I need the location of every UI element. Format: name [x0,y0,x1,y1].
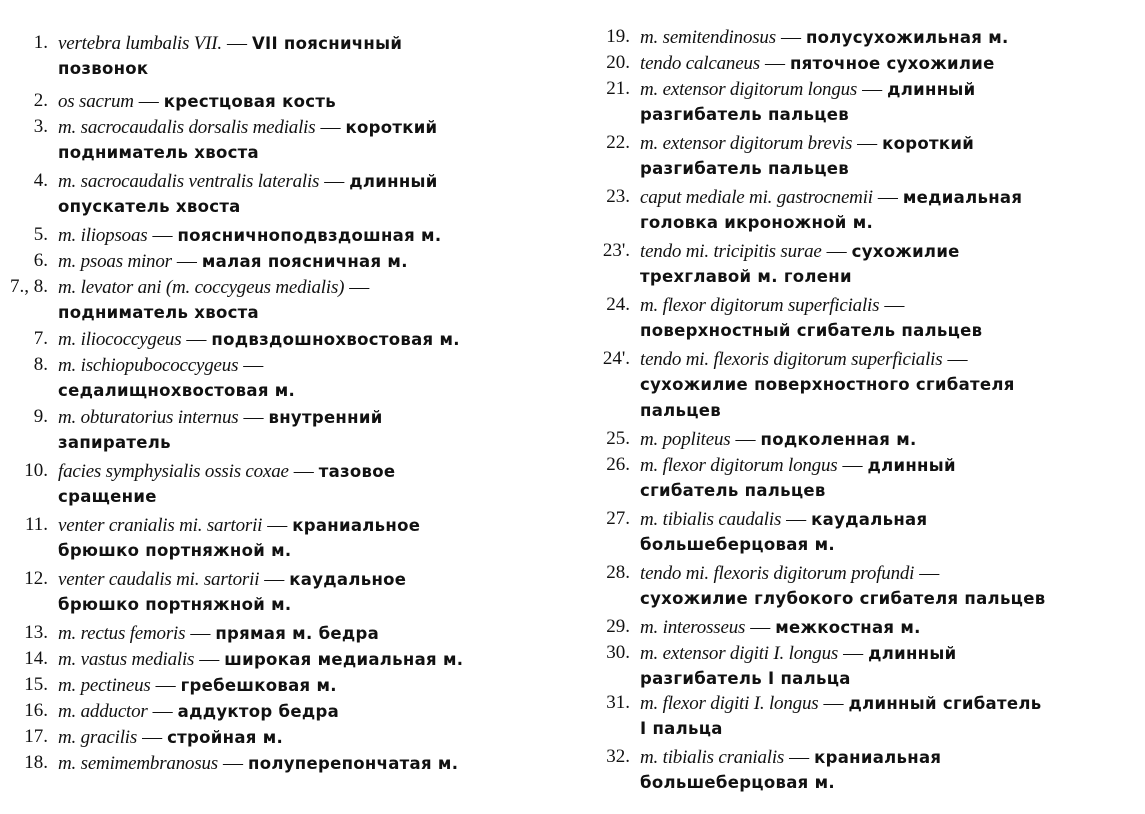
latin-term: m. tibialis cranialis [640,747,785,768]
latin-term: m. ischiopubococcygeus [58,355,239,376]
entry-line [640,744,941,771]
entry-number: 7. [33,328,48,349]
dash-separator: — [786,508,807,530]
russian-term: стройная м. [167,728,284,747]
russian-term-continued: брюшко портняжной м. [58,595,292,614]
dash-separator: — [750,616,771,638]
entry-number: 26. [606,454,630,475]
entry-number: 1. [33,32,48,53]
russian-term: длинный сгибатель [848,694,1042,713]
entry-line [58,222,441,249]
entry-line [58,672,337,699]
dash-separator: — [152,224,173,246]
entry-number: 8. [33,354,48,375]
entry-line [58,326,460,353]
entry-line [58,88,336,115]
latin-term: m. gracilis [58,727,138,748]
entry-line [640,50,995,77]
entry-line [640,640,956,667]
russian-term: VII поясничный [251,34,403,53]
russian-term: широкая медиальная м. [224,650,464,669]
russian-term: малая поясничная м. [201,252,408,271]
entry-line [58,168,438,195]
dash-separator: — [223,752,244,774]
latin-term: m. sacrocaudalis dorsalis medialis [58,117,316,138]
russian-term: крестцовая кость [163,92,336,111]
entry-line [640,452,956,479]
latin-term: m. pectineus [58,675,151,696]
russian-term: краниальное [292,516,421,535]
entry-number: 24. [606,294,630,315]
entry-number: 32. [606,746,630,767]
entry-number: 3. [33,116,48,137]
dash-separator: — [789,746,810,768]
latin-term: venter cranialis mi. sartorii [58,515,263,536]
russian-term: поясничноподвздошная м. [177,226,442,245]
entry-number: 2. [33,90,48,111]
russian-term: длинный [868,644,957,663]
entry-number: 27. [606,508,630,529]
russian-term-continued: седалищнохвостовая м. [58,381,296,400]
latin-term: m. flexor digiti I. longus [640,693,819,714]
entry-line [640,238,960,265]
russian-term: каудальная [811,510,928,529]
latin-term: m. iliococcygeus [58,329,182,350]
russian-term: подколенная м. [760,430,917,449]
entry-number: 13. [24,622,48,643]
russian-term: полуперепончатая м. [248,754,459,773]
entry-number: 25. [606,428,630,449]
russian-term-continued: подниматель хвоста [58,303,259,322]
entry-line [58,512,420,539]
entry-number: 24'. [602,348,630,369]
dash-separator: — [243,354,264,376]
russian-term: короткий [882,134,975,153]
russian-term: гребешковая м. [180,676,337,695]
entry-line [640,346,967,373]
entry-number: 22. [606,132,630,153]
entry-line [58,646,463,673]
russian-term-continued: сухожилие поверхностного сгибателя [640,375,1015,394]
entry-line [58,114,437,141]
latin-term: m. semitendinosus [640,27,776,48]
dash-separator: — [947,348,968,370]
dash-separator: — [862,78,883,100]
dash-separator: — [764,52,785,74]
russian-term-continued: опускатель хвоста [58,197,241,216]
entry-number: 11. [24,514,48,535]
dash-separator: — [857,132,878,154]
russian-term-continued: поверхностный сгибатель пальцев [640,321,983,340]
dash-separator: — [842,454,863,476]
latin-term: m. adductor [58,701,148,722]
entry-number: 31. [606,692,630,713]
dash-separator: — [826,240,847,262]
entry-line [640,292,904,319]
dash-separator: — [190,622,211,644]
latin-term: tendo mi. tricipitis surae [640,241,822,262]
entry-line [640,506,927,533]
latin-term: m. extensor digitorum brevis [640,133,853,154]
russian-term: межкостная м. [775,618,921,637]
entry-number: 15. [24,674,48,695]
russian-term: длинный [349,172,438,191]
dash-separator: — [226,32,247,54]
latin-term: m. popliteus [640,429,731,450]
dash-separator: — [142,726,163,748]
latin-term: m. extensor digiti I. longus [640,643,839,664]
entry-line [58,352,263,379]
dash-separator: — [267,514,288,536]
russian-term-continued: брюшко портняжной м. [58,541,292,560]
latin-term: m. vastus medialis [58,649,195,670]
entry-number: 19. [606,26,630,47]
dash-separator: — [823,692,844,714]
russian-term: прямая м. бедра [215,624,380,643]
entry-line [58,248,408,275]
entry-line [58,620,379,647]
russian-term: длинный [867,456,956,475]
dash-separator: — [919,562,940,584]
entry-number: 16. [24,700,48,721]
russian-term-continued: пальцев [640,401,722,420]
latin-term: os sacrum [58,91,134,112]
dash-separator: — [320,116,341,138]
russian-term: сухожилие [851,242,960,261]
dash-separator: — [843,642,864,664]
russian-term: полусухожильная м. [805,28,1009,47]
russian-term: медиальная [902,188,1023,207]
latin-term: m. levator ani (m. coccygeus medialis) [58,277,345,298]
russian-term: подвздошнохвостовая м. [211,330,460,349]
latin-term: m. extensor digitorum longus [640,79,858,100]
entry-number: 30. [606,642,630,663]
entry-line [58,750,458,777]
dash-separator: — [324,170,345,192]
dash-separator: — [293,460,314,482]
entry-line [58,404,383,431]
entry-number: 17. [24,726,48,747]
entry-number: 28. [606,562,630,583]
dash-separator: — [735,428,756,450]
entry-line [58,724,283,751]
russian-term: длинный [887,80,976,99]
entry-line [640,130,974,157]
russian-term-continued: позвонок [58,59,149,78]
russian-term-continued: сгибатель пальцев [640,481,826,500]
russian-term-continued: головка икроножной м. [640,213,874,232]
russian-term-continued: трехглавой м. голени [640,267,852,286]
russian-term-continued: большеберцовая м. [640,535,835,554]
dash-separator: — [264,568,285,590]
entry-line [640,76,975,103]
entry-line [58,698,339,725]
entry-line [640,614,921,641]
entry-line [58,274,369,301]
dash-separator: — [138,90,159,112]
latin-term: m. flexor digitorum superficialis [640,295,880,316]
entry-number: 9. [33,406,48,427]
entry-line [58,30,402,57]
dash-separator: — [155,674,176,696]
entry-number: 23'. [602,240,630,261]
latin-term: tendo mi. flexoris digitorum superficialis [640,349,943,370]
russian-term-continued: разгибатель пальцев [640,105,850,124]
dash-separator: — [780,26,801,48]
dash-separator: — [349,276,370,298]
russian-term-continued: запиратель [58,433,171,452]
entry-number: 20. [606,52,630,73]
dash-separator: — [176,250,197,272]
russian-term-continued: сращение [58,487,157,506]
entry-line [640,24,1009,51]
latin-term: venter caudalis mi. sartorii [58,569,260,590]
latin-term: m. rectus femoris [58,623,186,644]
dash-separator: — [186,328,207,350]
entry-number: 14. [24,648,48,669]
latin-term: m. flexor digitorum longus [640,455,838,476]
entry-number: 6. [33,250,48,271]
entry-number: 7., 8. [10,276,48,297]
latin-term: m. sacrocaudalis ventralis lateralis [58,171,320,192]
russian-term-continued: подниматель хвоста [58,143,259,162]
latin-term: m. tibialis caudalis [640,509,782,530]
entry-line [640,690,1041,717]
dash-separator: — [877,186,898,208]
entry-line [640,184,1022,211]
latin-term: m. semimembranosus [58,753,219,774]
russian-term-continued: I пальца [640,719,723,738]
latin-term: tendo calcaneus [640,53,760,74]
russian-term-continued: разгибатель I пальца [640,669,851,688]
latin-term: vertebra lumbalis VII. [58,33,222,54]
russian-term-continued: большеберцовая м. [640,773,835,792]
dash-separator: — [152,700,173,722]
russian-term: пяточное сухожилие [789,54,995,73]
latin-term: caput mediale mi. gastrocnemii [640,187,873,208]
entry-line [58,458,395,485]
entry-number: 5. [33,224,48,245]
russian-term: тазовое [318,462,396,481]
entry-number: 29. [606,616,630,637]
latin-term: m. iliopsoas [58,225,148,246]
entry-number: 10. [24,460,48,481]
entry-number: 4. [33,170,48,191]
entry-number: 21. [606,78,630,99]
dash-separator: — [884,294,905,316]
latin-term: m. psoas minor [58,251,172,272]
latin-term: facies symphysialis ossis coxae [58,461,289,482]
entry-line [58,566,406,593]
entry-line [640,426,917,453]
dash-separator: — [243,406,264,428]
russian-term: короткий [345,118,438,137]
entry-line [640,560,939,587]
latin-term: tendo mi. flexoris digitorum profundi [640,563,915,584]
russian-term: внутренний [268,408,383,427]
russian-term: краниальная [814,748,942,767]
latin-term: m. obturatorius internus [58,407,239,428]
russian-term-continued: разгибатель пальцев [640,159,850,178]
russian-term: аддуктор бедра [177,702,340,721]
russian-term-continued: сухожилие глубокого сгибателя пальцев [640,589,1046,608]
dash-separator: — [199,648,220,670]
entry-number: 18. [24,752,48,773]
entry-number: 12. [24,568,48,589]
russian-term: каудальное [289,570,407,589]
entry-number: 23. [606,186,630,207]
latin-term: m. interosseus [640,617,746,638]
